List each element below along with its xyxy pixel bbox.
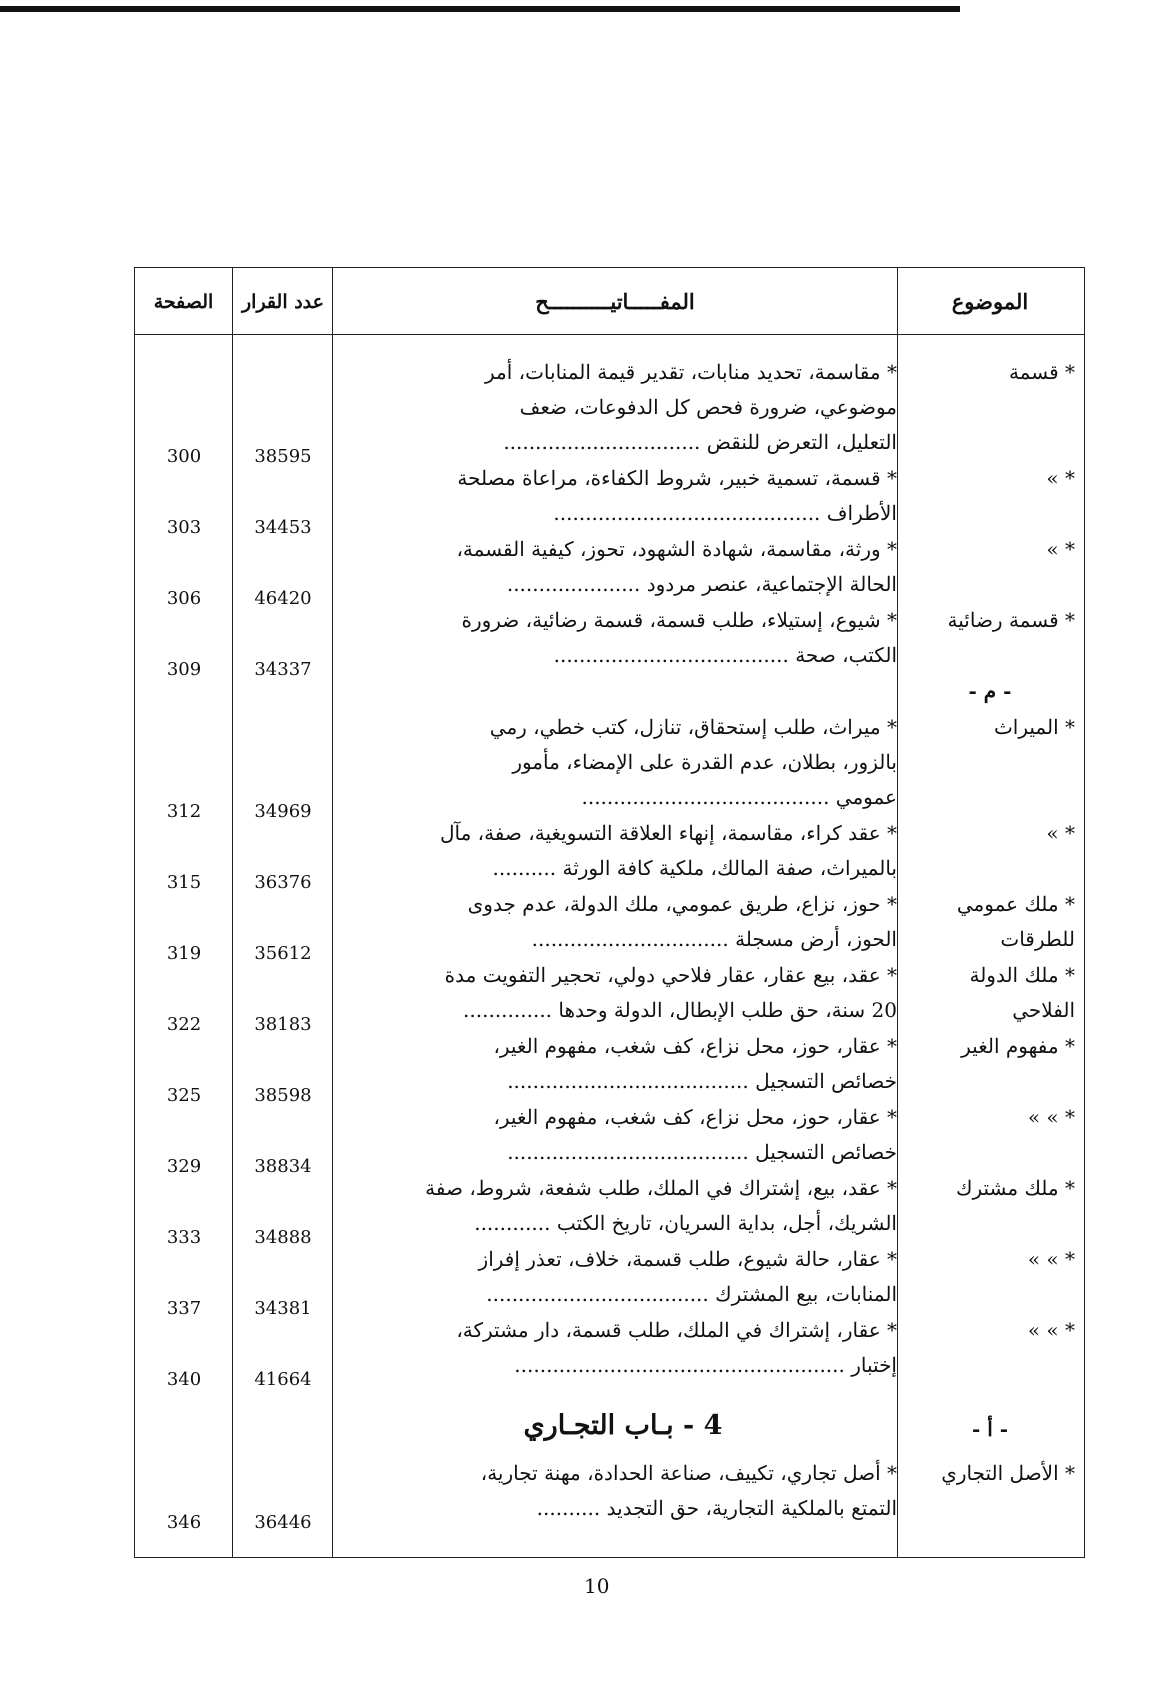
column-divider <box>332 268 333 1557</box>
row-topic: * مفهوم الغير <box>961 1034 1075 1058</box>
page-number: 333 <box>166 1227 202 1248</box>
keyword-line: خصائص التسجيل ...................................... <box>507 1069 897 1093</box>
row-keywords <box>349 1029 897 1099</box>
keyword-line: خصائص التسجيل ...................................... <box>507 1140 897 1164</box>
keyword-line: * قسمة، تسمية خبير، شروط الكفاءة، مراعاة مصلحة <box>457 466 897 490</box>
keyword-line: الشريك، أجل، بداية السريان، تاريخ الكتب ............ <box>474 1211 897 1235</box>
page-number: 315 <box>166 872 202 893</box>
row-keywords <box>349 532 897 602</box>
row-keywords <box>349 1242 897 1312</box>
keyword-line: بالزور، بطلان، عدم القدرة على الإمضاء، مأمور <box>512 750 897 774</box>
row-topic: * الميراث <box>993 715 1075 739</box>
row-topic: * ملك مشترك <box>955 1176 1075 1200</box>
page-number: 300 <box>166 446 202 467</box>
keyword-line: إختبار .................................................... <box>514 1353 897 1377</box>
decision-number: 34969 <box>254 801 312 822</box>
row-keywords <box>349 355 897 460</box>
decision-number: 38183 <box>254 1014 312 1035</box>
column-divider <box>897 268 898 1557</box>
keyword-line: الكتب، صحة ..................................... <box>553 643 897 667</box>
page-number: 309 <box>166 659 202 680</box>
page-number: 325 <box>166 1085 202 1106</box>
decision-number: 34337 <box>254 659 312 680</box>
keyword-line: المنابات، بيع المشترك ................................... <box>486 1282 897 1306</box>
row-keywords <box>349 461 897 531</box>
row-topic: * » <box>1046 821 1075 845</box>
page-number: 329 <box>166 1156 202 1177</box>
page-number: 312 <box>166 801 202 822</box>
keyword-line: * ورثة، مقاسمة، شهادة الشهود، تحوز، كيفية القسمة، <box>456 537 897 561</box>
keyword-line: * ميراث، طلب إستحقاق، تنازل، كتب خطي، رمي <box>489 715 897 739</box>
row-topic: * ملك عمومي للطرقات <box>956 892 1075 951</box>
decision-number: 34453 <box>254 517 312 538</box>
row-topic: * قسمة <box>1008 360 1075 384</box>
row-topic: * » <box>1046 466 1075 490</box>
decision-number: 35612 <box>254 943 312 964</box>
decision-number: 36376 <box>254 872 312 893</box>
keyword-line: * عقار، حوز، محل نزاع، كف شغب، مفهوم الغير، <box>493 1105 897 1129</box>
page-number: 340 <box>166 1369 202 1390</box>
decision-number: 34381 <box>254 1298 312 1319</box>
header-divider <box>135 334 1084 335</box>
header-decision: عدد القرار <box>241 291 324 313</box>
row-keywords <box>349 1100 897 1170</box>
row-keywords <box>349 710 897 815</box>
header-topic: الموضوع <box>951 289 1029 314</box>
keyword-line: * أصل تجاري، تكييف، صناعة الحدادة، مهنة تجارية، <box>480 1461 897 1485</box>
decision-number: 38595 <box>254 446 312 467</box>
keyword-line: التعليل، التعرض للنقض ............................... <box>503 430 897 454</box>
keyword-line: * عقد، بيع، إشتراك في الملك، طلب شفعة، شروط، صفة <box>425 1176 897 1200</box>
keyword-line: 20 سنة، حق طلب الإبطال، الدولة وحدها .............. <box>463 998 897 1022</box>
keyword-line: * عقار، حوز، محل نزاع، كف شغب، مفهوم الغير، <box>493 1034 897 1058</box>
letter-heading: - أ - <box>971 1417 1009 1441</box>
keyword-line: * شيوع، إستيلاء، طلب قسمة، قسمة رضائية، ضرورة <box>461 608 897 632</box>
letter-heading: - م - <box>968 679 1012 703</box>
row-topic: * » » <box>1027 1247 1075 1271</box>
top-rule <box>0 6 960 12</box>
row-keywords <box>349 1313 897 1383</box>
page-number: 322 <box>166 1014 202 1035</box>
keyword-line: الحوز، أرض مسجلة ............................... <box>531 927 897 951</box>
keyword-line: الحالة الإجتماعية، عنصر مردود ..................... <box>506 572 897 596</box>
row-keywords <box>349 816 897 886</box>
row-topic: * الأصل التجاري <box>941 1461 1075 1485</box>
keyword-line: * عقد، بيع عقار، عقار فلاحي دولي، تحجير التفويت مدة <box>444 963 897 987</box>
row-keywords <box>349 887 897 957</box>
decision-number: 46420 <box>254 588 312 609</box>
page-number: 319 <box>166 943 202 964</box>
decision-number: 41664 <box>254 1369 312 1390</box>
keyword-line: * عقار، حالة شيوع، طلب قسمة، خلاف، تعذر إفراز <box>478 1247 897 1271</box>
decision-number: 38834 <box>254 1156 312 1177</box>
page-number: 337 <box>166 1298 202 1319</box>
decision-number: 38598 <box>254 1085 312 1106</box>
decision-number: 36446 <box>254 1512 312 1533</box>
page-number: 303 <box>166 517 202 538</box>
index-table <box>134 267 1085 1558</box>
keyword-line: * مقاسمة، تحديد منابات، تقدير قيمة المنابات، أمر <box>484 360 897 384</box>
decision-number: 34888 <box>254 1227 312 1248</box>
header-page: الصفحة <box>153 291 214 313</box>
row-keywords <box>349 958 897 1028</box>
row-topic: * » » <box>1027 1105 1075 1129</box>
row-keywords <box>349 603 897 673</box>
page-number: 346 <box>166 1512 202 1533</box>
keyword-line: * عقار، إشتراك في الملك، طلب قسمة، دار مشتركة، <box>456 1318 897 1342</box>
page-number-footer: 10 <box>584 1574 610 1598</box>
header-keywords: المفـــــاتيــــــــــح <box>535 289 695 314</box>
row-topic: * » <box>1046 537 1075 561</box>
keyword-line: الأطراف .......................................... <box>553 501 897 525</box>
row-topic: * ملك الدولة الفلاحي <box>969 963 1075 1022</box>
row-topic: * » » <box>1027 1318 1075 1342</box>
row-keywords <box>349 1456 897 1526</box>
keyword-line: التمتع بالملكية التجارية، حق التجديد .......... <box>536 1496 897 1520</box>
row-keywords <box>349 1171 897 1241</box>
keyword-line: * عقد كراء، مقاسمة، إنهاء العلاقة التسويغية، صفة، مآل <box>439 821 897 845</box>
keyword-line: بالميراث، صفة المالك، ملكية كافة الورثة .......... <box>492 856 897 880</box>
keyword-line: * حوز، نزاع، طريق عمومي، ملك الدولة، عدم جدوى <box>467 892 897 916</box>
keyword-line: عمومي ....................................... <box>581 785 897 809</box>
page-number: 306 <box>166 588 202 609</box>
keyword-line: موضوعي، ضرورة فحص كل الدفوعات، ضعف <box>519 395 897 419</box>
row-topic: * قسمة رضائية <box>947 608 1075 632</box>
section-title: 4 - بـاب التجـاري <box>523 1410 723 1441</box>
